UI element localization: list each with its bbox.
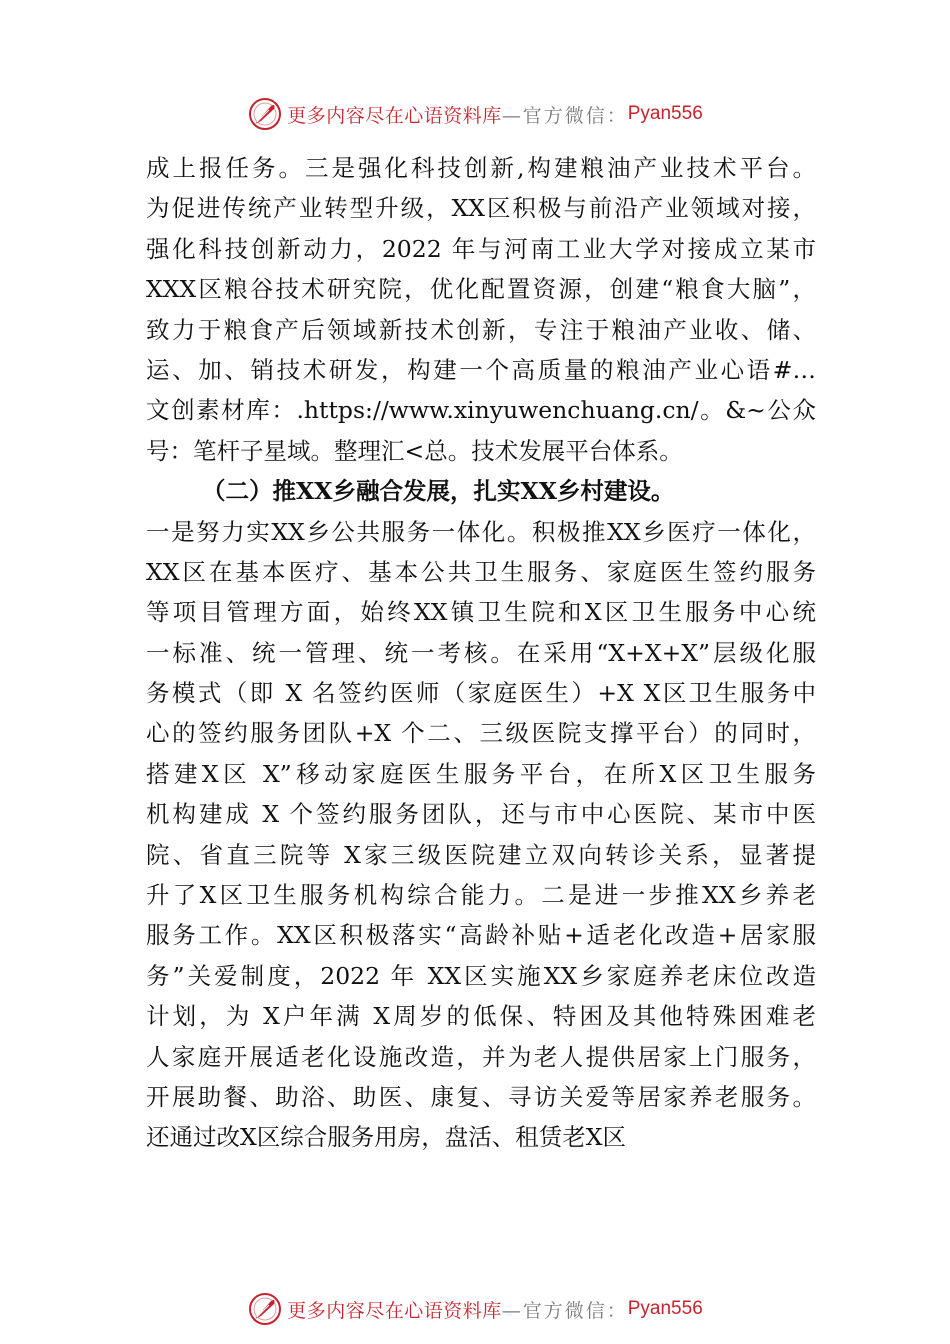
watermark-separator: —官方微信：: [501, 104, 628, 127]
text-line: 务”关爱制度，2022 年 XX区实施XX乡家庭养老床位改造: [146, 961, 816, 990]
watermark-banner-top: [0, 94, 950, 134]
text-line: 升了X区卫生服务机构综合能力。二是进一步推XX乡养老: [146, 881, 816, 910]
text-line: XXX区粮谷技术研究院，优化配置资源，创建“粮食大脑”，: [146, 275, 816, 304]
watermark-separator: —官方微信：: [501, 1299, 628, 1322]
text-line: 为促进传统产业转型升级，XX区积极与前沿产业领域对接，: [146, 194, 816, 223]
text-line: XX区在基本医疗、基本公共卫生服务、家庭医生签约服务: [146, 557, 816, 586]
text-line: 等项目管理方面，始终XX镇卫生院和X区卫生服务中心统: [146, 598, 816, 627]
text-line: 搭建X区 X”移动家庭医生服务平台，在所X区卫生服务: [146, 759, 816, 788]
watermark-title: 更多内容尽在心语资料库: [287, 1299, 502, 1322]
text-line: 致力于粮食产后领域新技术创新，专注于粮油产业收、储、: [146, 315, 816, 344]
text-line: 还通过改X区综合服务用房，盘活、租赁老X区: [146, 1123, 626, 1152]
text-line: 运、加、销技术研发，构建一个高质量的粮油产业心语#…: [146, 355, 816, 384]
text-line: 强化科技创新动力，2022 年与河南工业大学对接成立某市: [146, 234, 816, 263]
section-heading: （二）推XX乡融合发展，扎实XX乡村建设。: [202, 477, 675, 506]
text-line: 服务工作。XX区积极落实“高龄补贴+适老化改造+居家服: [146, 921, 816, 950]
text-line: 心的签约服务团队+X 个二、三级医院支撑平台）的同时，: [146, 719, 816, 748]
text-line: 开展助餐、助浴、助医、康复、寻访关爱等居家养老服务。: [146, 1082, 816, 1111]
text-line: 院、省直三院等 X家三级医院建立双向转诊关系，显著提: [146, 840, 816, 869]
document-body: [146, 148, 816, 1158]
text-line: 成上报任务。三是强化科技创新,构建粮油产业技术平台。: [146, 154, 816, 182]
text-line: 一是努力实XX乡公共服务一体化。积极推XX乡医疗一体化，: [146, 517, 816, 546]
text-line: 一标准、统一管理、统一考核。在采用“X+X+X”层级化服: [146, 638, 816, 667]
text-line: 号：笔杆子星域。整理汇<总。技术发展平台体系。: [146, 436, 683, 465]
text-line: 文创素材库：.https://www.xinyuwenchuang.cn/。&~公众: [146, 396, 816, 425]
watermark-title: 更多内容尽在心语资料库: [287, 104, 502, 127]
watermark-banner-bottom: [0, 1289, 950, 1329]
watermark-account: Pyan556: [627, 1298, 703, 1319]
watermark-account: Pyan556: [627, 103, 703, 124]
text-line: 务模式（即 X 名签约医师（家庭医生）+X X区卫生服务中: [146, 679, 816, 708]
text-line: 机构建成 X 个签约服务团队，还与市中心医院、某市中医: [146, 800, 816, 829]
feather-pen-icon: [247, 1291, 283, 1327]
feather-pen-icon: [247, 96, 283, 132]
text-line: 计划，为 X户年满 X周岁的低保、特困及其他特殊困难老: [146, 1002, 816, 1031]
text-line: 人家庭开展适老化设施改造，并为老人提供居家上门服务，: [146, 1042, 816, 1071]
